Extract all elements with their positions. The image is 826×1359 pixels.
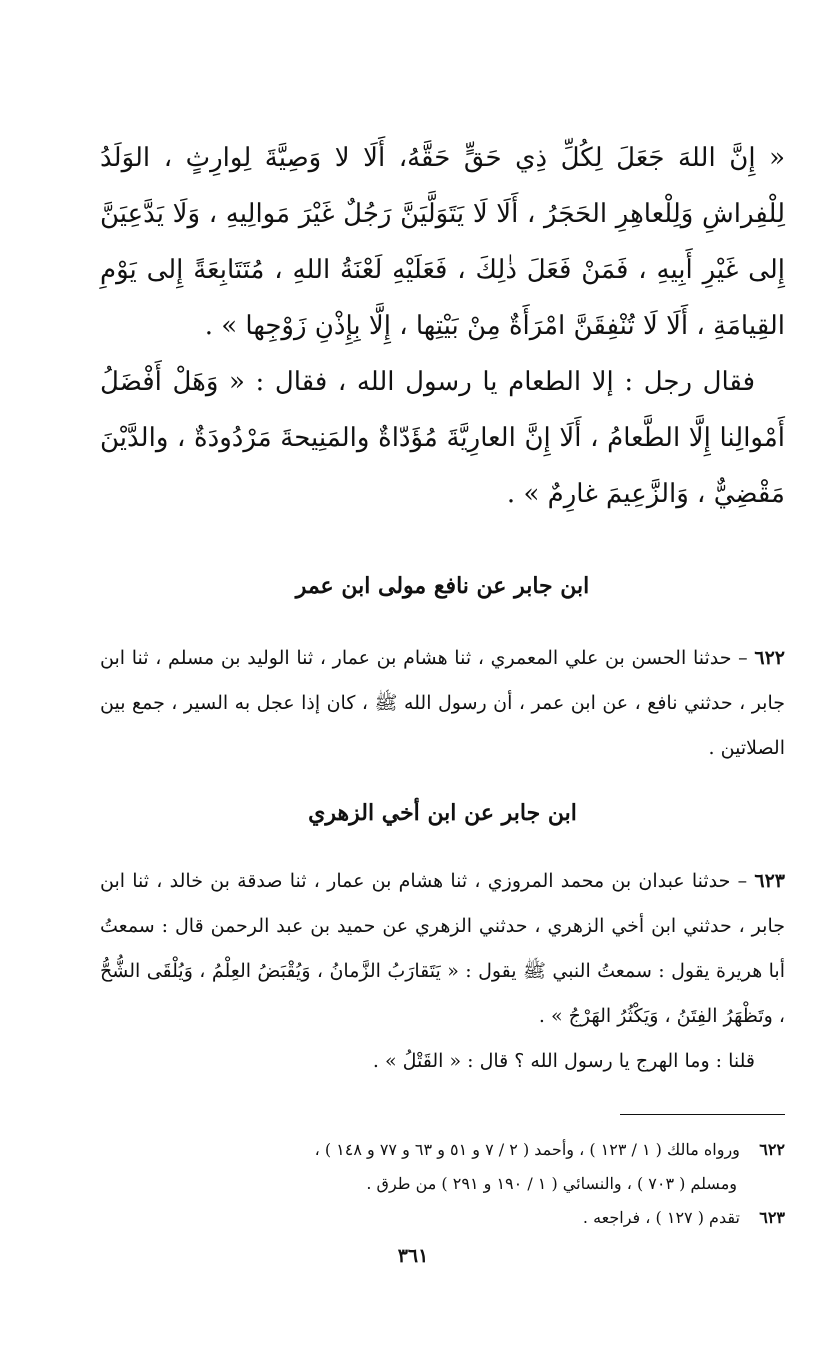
hadith-entry bbox=[100, 859, 785, 1039]
hadith-followup: قلنا : وما الهرج يا رسول الله ؟ قال : « القَتْلُ » . bbox=[372, 1050, 755, 1072]
footnote-separator bbox=[620, 1114, 785, 1115]
footnote bbox=[100, 1133, 785, 1167]
hadith-body: – حدثنا الحسن بن علي المعمري ، ثنا هشام بن عمار ، ثنا الوليد بن مسلم ، ثنا ابن جابر ، حدثني نافع ، عن ابن عمر ، أن رسول الله ﷺ ، كان إذا عجل به السير ، جمع بين الصلاتين . bbox=[100, 647, 785, 759]
footnote-text: ورواه مالك ( ١ / ١٢٣ ) ، وأحمد ( ٢ / ٧ و ٥١ و ٦٣ و ٧٧ و ١٤٨ ) ، bbox=[314, 1140, 740, 1159]
footnote-continuation: ومسلم ( ٧٠٣ ) ، والنسائي ( ١ / ١٩٠ و ٢٩١ ) من طرق . bbox=[366, 1174, 737, 1193]
page-number: ٣٦١ bbox=[397, 1245, 429, 1267]
hadith-text-followup: فقال رجل : إلا الطعام يا رسول الله ، فقال : « وَهَلْ أَفْضَلُ أَمْوالِنا إِلَّا الطَّعامُ ، أَلَا إِنَّ العارِيَّةَ مُؤَدّاةٌ والمَنِيحةَ مَرْدُودَةٌ ، والدَّيْنَ مَقْضِيٌّ ، وَالزَّعِيمَ غارِمٌ » . bbox=[100, 367, 785, 509]
footnotes bbox=[100, 1133, 785, 1235]
hadith-number: ٦٢٣ bbox=[754, 870, 785, 892]
footnote-text: تقدم ( ١٢٧ ) ، فراجعه . bbox=[582, 1208, 740, 1227]
section-heading: ابن جابر عن ابن أخي الزهري bbox=[308, 800, 577, 826]
footnote bbox=[100, 1201, 785, 1235]
hadith-body: – حدثنا عبدان بن محمد المروزي ، ثنا هشام بن عمار ، ثنا صدقة بن خالد ، ثنا ابن جابر ، حدثني ابن أخي الزهري ، حدثني الزهري عن حميد بن عبد الرحمن قال : سمعتُ أبا هريرة يقول : سمعتُ النبي ﷺ يقول : « يَتَقارَبُ الزَّمانُ ، وَيُقْبَضُ العِلْمُ ، وَيُلْقَى الشُّحُّ ، وتَظْهَرُ الفِتَنُ ، وَيَكْثُرُ الهَرْجُ » . bbox=[100, 870, 785, 1027]
page-content bbox=[100, 120, 785, 1235]
section-heading: ابن جابر عن نافع مولى ابن عمر bbox=[295, 573, 590, 599]
hadith-text-continued: « إِنَّ اللهَ جَعَلَ لِكُلِّ ذِي حَقٍّ حَقَّهُ، أَلَا لا وَصِيَّةَ لِوارِثٍ ، الوَلَدُ لِلْفِراشِ وَلِلْعاهِرِ الحَجَرُ ، أَلَا لَا يَتَوَلَّيَنَّ رَجُلٌ غَيْرَ مَوالِيهِ ، وَلَا يَدَّعِيَنَّ إِلى غَيْرِ أَبِيهِ ، فَمَنْ فَعَلَ ذٰلِكَ ، فَعَلَيْهِ لَعْنَةُ اللهِ ، مُتَتَابِعَةً إِلى يَوْمِ القِيامَةِ ، أَلَا لَا تُنْفِقَنَّ امْرَأَةٌ مِنْ بَيْتِها ، إِلَّا بِإِذْنِ زَوْجِها » . bbox=[100, 143, 785, 341]
hadith-number: ٦٢٢ bbox=[754, 647, 785, 669]
hadith-entry bbox=[100, 636, 785, 771]
footnote-number: ٦٢٢ bbox=[759, 1140, 785, 1159]
footnote-number: ٦٢٣ bbox=[759, 1208, 785, 1227]
